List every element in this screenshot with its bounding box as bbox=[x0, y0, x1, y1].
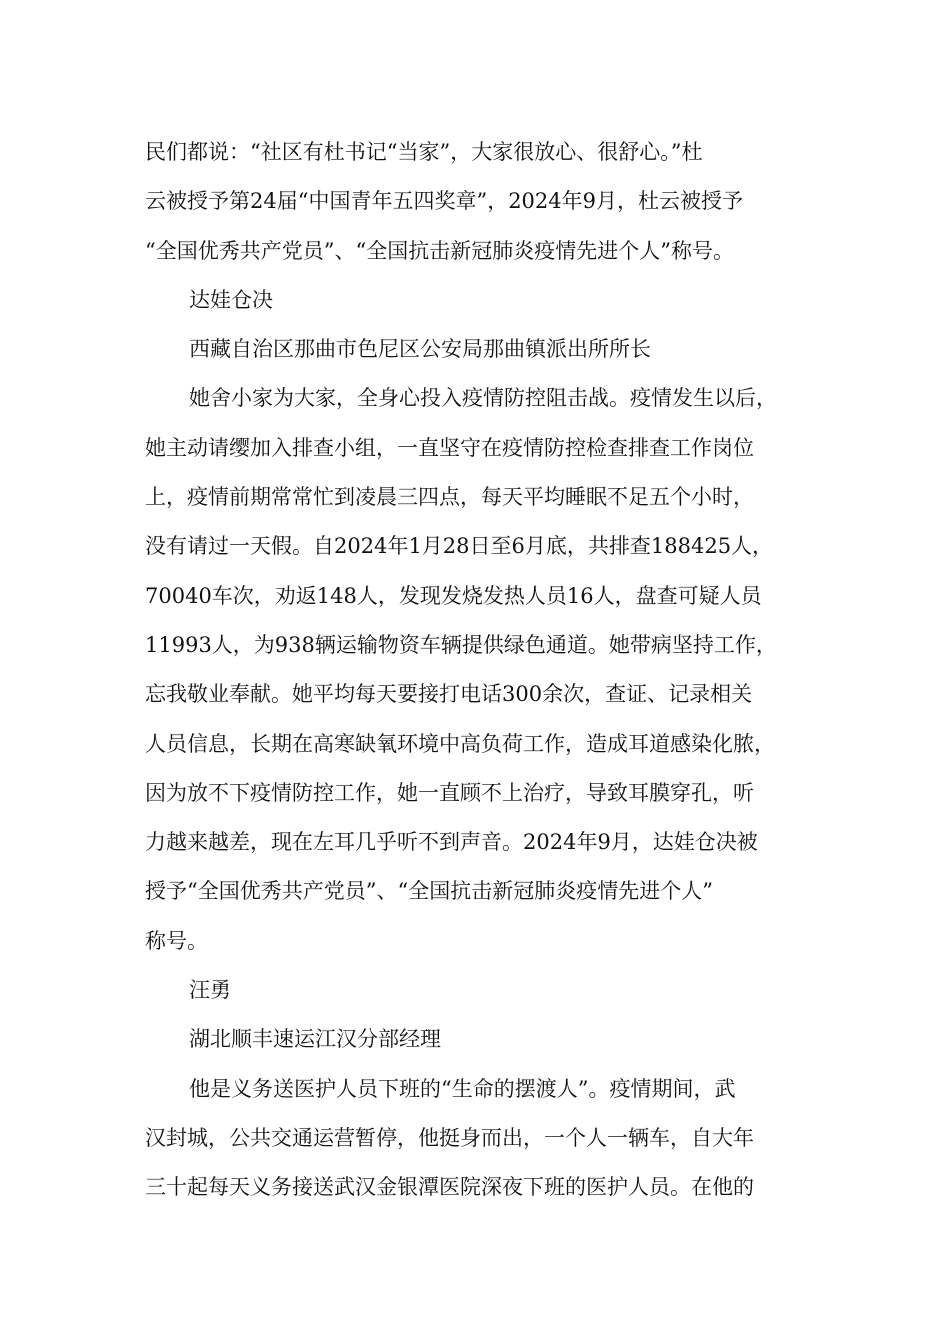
person-name-wang-yong bbox=[145, 966, 820, 1015]
text-line: 70040车次，劝返148人，发现发烧发热人员16人，盘查可疑人员 bbox=[145, 583, 762, 608]
text-line: 民们都说：“社区有杜书记“当家”，大家很放心、很舒心。”杜 bbox=[145, 140, 703, 164]
text-line: 她主动请缨加入排查小组，一直坚守在疫情防控检查排查工作岗位 bbox=[145, 435, 754, 460]
text-line: 人员信息，长期在高寒缺氧环境中高负荷工作，造成耳道感染化脓， bbox=[145, 731, 775, 756]
text-line: 汉封城，公共交通运营暂停，他挺身而出，一个人一辆车，自大年 bbox=[145, 1125, 754, 1150]
text-line: 11993人，为938辆运输物资车辆提供绿色通道。她带病坚持工作， bbox=[145, 632, 777, 657]
text-line: 他是义务送医护人员下班的“生命的摆渡人”。疫情期间，武 bbox=[189, 1076, 736, 1101]
person-title: 湖北顺丰速运江汉分部经理 bbox=[189, 1027, 441, 1052]
person-title-dawa-cangjue bbox=[145, 325, 820, 374]
person-title-wang-yong bbox=[145, 1015, 820, 1064]
person-name: 汪勇 bbox=[189, 978, 231, 1003]
text-line: 她舍小家为大家，全身心投入疫情防控阻击战。疫情发生以后， bbox=[189, 386, 777, 411]
person-title: 西藏自治区那曲市色尼区公安局那曲镇派出所所长 bbox=[189, 337, 651, 362]
text-line: 上，疫情前期常常忙到凌晨三四点，每天平均睡眠不足五个小时， bbox=[145, 485, 754, 510]
text-line: 云被授予第24届“中国青年五四奖章”，2024年9月，杜云被授予 bbox=[145, 189, 743, 214]
text-line: 授予“全国优秀共产党员”、“全国抗击新冠肺炎疫情先进个人” bbox=[145, 879, 713, 904]
text-line: 忘我敬业奉献。她平均每天要接打电话300余次，查证、记录相关 bbox=[145, 682, 753, 707]
paragraph-wang-yong-deeds bbox=[145, 1065, 820, 1213]
text-line: 三十起每天义务接送武汉金银潭医院深夜下班的医护人员。在他的 bbox=[145, 1175, 754, 1200]
person-name-dawa-cangjue bbox=[145, 276, 820, 325]
text-line: 没有请过一天假。自2024年1月28日至6月底，共排查188425人， bbox=[145, 534, 774, 559]
paragraph-dawa-cangjue-deeds bbox=[145, 374, 820, 966]
paragraph-du-yun-award bbox=[145, 128, 820, 276]
text-line: 因为放不下疫情防控工作，她一直顾不上治疗，导致耳膜穿孔，听 bbox=[145, 780, 754, 805]
text-line: 称号。 bbox=[145, 928, 208, 953]
document-body bbox=[145, 128, 820, 1213]
text-line: 力越来越差，现在左耳几乎听不到声音。2024年9月，达娃仓决被 bbox=[145, 830, 758, 855]
text-line: “全国优秀共产党员”、“全国抗击新冠肺炎疫情先进个人”称号。 bbox=[145, 238, 734, 263]
person-name: 达娃仓决 bbox=[189, 287, 273, 312]
